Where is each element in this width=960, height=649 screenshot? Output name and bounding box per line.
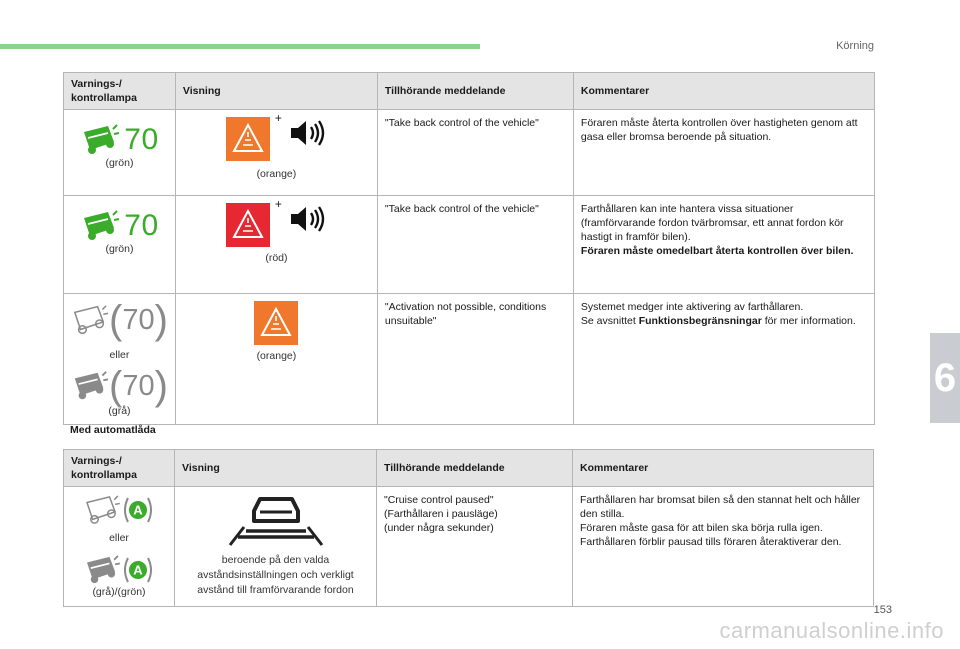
header-lamp: Varnings-/ kontrollampa bbox=[64, 450, 175, 487]
message-cell: "Take back control of the vehicle" bbox=[377, 110, 573, 196]
table-header-row bbox=[64, 450, 874, 487]
comment-text: Systemet medger inte aktivering av farthållaren. bbox=[580, 301, 804, 313]
page-number: 153 bbox=[873, 604, 892, 616]
cruise-lamp-outline: ( 70 ) bbox=[71, 302, 168, 338]
speaker-icon bbox=[287, 203, 327, 235]
speaker-icon bbox=[287, 117, 327, 149]
lamp-caption: (grön) bbox=[105, 243, 134, 255]
lamp-cell bbox=[64, 110, 176, 196]
warning-table-2 bbox=[63, 449, 874, 607]
header-comments: Kommentarer bbox=[573, 73, 874, 110]
car-speedometer-icon bbox=[83, 555, 121, 585]
table-row bbox=[64, 294, 875, 425]
comment-post: för mer information. bbox=[761, 315, 856, 327]
svg-text:A: A bbox=[133, 562, 143, 578]
speed-value: 70 bbox=[122, 304, 155, 336]
cruise-a-lamp-grey bbox=[71, 555, 167, 585]
cruise-a-lamp-outline bbox=[71, 495, 167, 525]
display-cell bbox=[175, 487, 377, 607]
display-cell bbox=[175, 294, 377, 425]
table-header-row bbox=[64, 73, 875, 110]
comment-see: Se avsnittet bbox=[580, 315, 639, 327]
header-display: Visning bbox=[175, 73, 377, 110]
car-speedometer-icon bbox=[80, 124, 120, 156]
speed-value: 70 bbox=[124, 123, 159, 156]
header-lamp: Varnings-/ kontrollampa bbox=[64, 73, 176, 110]
chapter-tab: 6 bbox=[930, 333, 960, 423]
car-speedometer-outline-icon bbox=[71, 304, 109, 336]
comment-link: Funktionsbegränsningar bbox=[638, 315, 762, 327]
header-accent-bar bbox=[0, 44, 480, 49]
svg-text:A: A bbox=[133, 502, 143, 518]
display-caption: (orange) bbox=[256, 350, 297, 362]
orange-warning-icon bbox=[226, 117, 270, 161]
vehicle-distance-icon bbox=[226, 495, 326, 547]
cruise-lamp-grey: ( 70 ) bbox=[71, 368, 168, 404]
or-caption: eller bbox=[109, 349, 130, 361]
header-message: Tillhörande meddelande bbox=[377, 73, 573, 110]
comment-bold: Föraren måste omedelbart återta kontrollen över bilen. bbox=[580, 245, 854, 257]
car-speedometer-icon bbox=[80, 210, 120, 242]
auto-mode-a-icon bbox=[121, 495, 155, 525]
orange-warning-icon bbox=[254, 301, 298, 345]
auto-mode-a-icon bbox=[121, 555, 155, 585]
lamp-cell bbox=[64, 196, 176, 294]
automatic-gearbox-label: Med automatlåda bbox=[70, 424, 156, 436]
header-display: Visning bbox=[175, 450, 377, 487]
section-title: Körning bbox=[836, 40, 874, 52]
header-message: Tillhörande meddelande bbox=[377, 450, 573, 487]
table-row bbox=[64, 196, 875, 294]
display-cell bbox=[175, 110, 377, 196]
message-cell: "Cruise control paused" (Farthållaren i pausläge) (under några sekunder) bbox=[377, 487, 573, 607]
plus-sign: + bbox=[274, 111, 282, 125]
header-comments: Kommentarer bbox=[573, 450, 874, 487]
cruise-lamp-green bbox=[71, 210, 168, 242]
plus-sign: + bbox=[274, 197, 282, 211]
lamp-caption: (grå)/(grön) bbox=[92, 586, 146, 598]
comment-cell bbox=[573, 294, 874, 425]
speed-value: 70 bbox=[122, 370, 155, 402]
display-caption: beroende på den valda avståndsinställningen och verkligt avstånd till framförvarande fordon bbox=[197, 554, 354, 596]
comment-cell: Farthållaren har bromsat bilen så den stannat helt och håller den stilla. Föraren måste gasa för att bilen ska börja rulla igen. Farthållaren förblir pausad tills föraren återaktiverar den. bbox=[573, 487, 874, 607]
warning-table-1 bbox=[63, 72, 875, 425]
display-caption: (röd) bbox=[265, 252, 288, 264]
lamp-cell bbox=[64, 294, 176, 425]
cruise-lamp-green bbox=[71, 124, 168, 156]
message-cell: "Activation not possible, conditions unsuitable" bbox=[377, 294, 573, 425]
speed-value: 70 bbox=[124, 209, 159, 242]
lamp-cell bbox=[64, 487, 175, 607]
car-speedometer-icon bbox=[71, 370, 109, 402]
car-speedometer-outline-icon bbox=[83, 495, 121, 525]
or-caption: eller bbox=[109, 532, 129, 544]
lamp-caption: (grön) bbox=[105, 157, 134, 169]
comment-cell bbox=[573, 196, 874, 294]
watermark: carmanualsonline.info bbox=[719, 618, 944, 643]
comment-cell: Föraren måste återta kontrollen över hastigheten genom att gasa eller bromsa beroende på situation. bbox=[573, 110, 874, 196]
comment-text: Farthållaren kan inte hantera vissa situationer (framförvarande fordon tvärbromsar, ett annat fordon kör hastigt in framför bilen). bbox=[580, 203, 844, 243]
display-caption: (orange) bbox=[256, 168, 297, 180]
display-cell bbox=[175, 196, 377, 294]
red-warning-icon bbox=[226, 203, 270, 247]
table-row bbox=[64, 487, 874, 607]
table-row bbox=[64, 110, 875, 196]
message-cell: "Take back control of the vehicle" bbox=[377, 196, 573, 294]
lamp-caption: (grå) bbox=[108, 405, 131, 417]
